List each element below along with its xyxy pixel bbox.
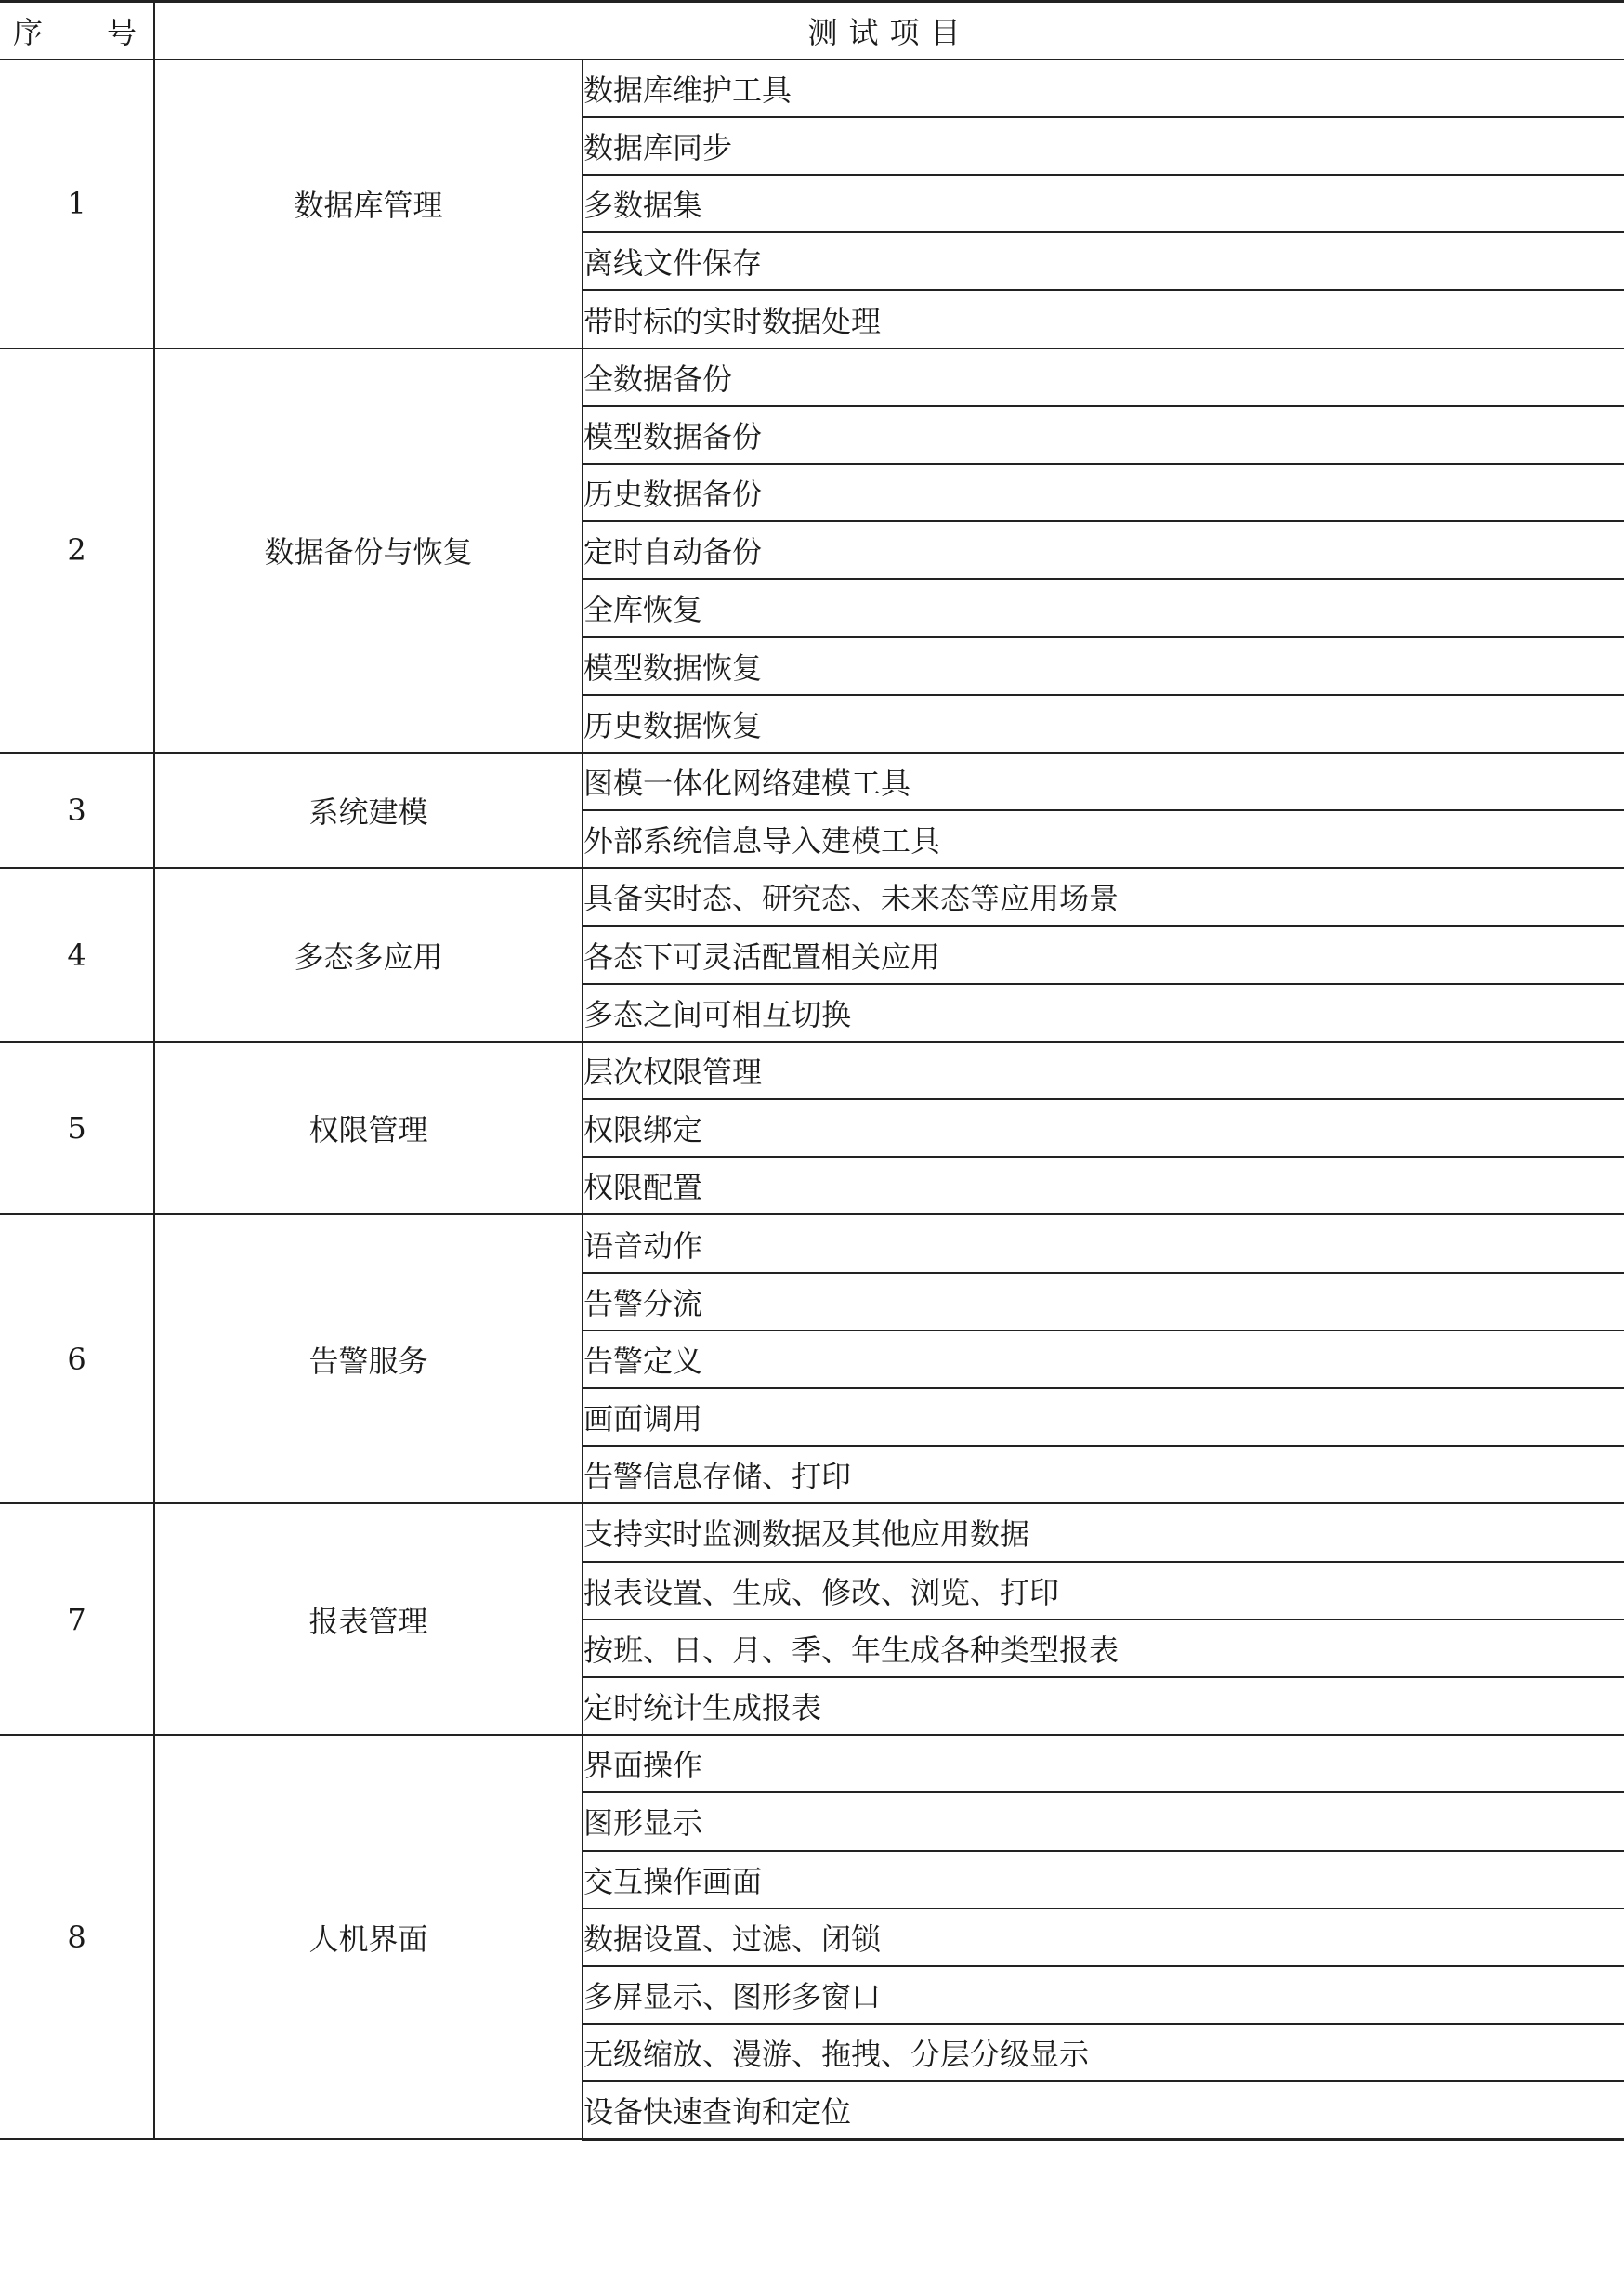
test-item-cell: 离线文件保存 <box>583 232 1624 290</box>
table-row <box>0 1503 1624 1561</box>
test-item-cell: 设备快速查询和定位 <box>583 2081 1624 2139</box>
category-cell: 系统建模 <box>154 753 583 868</box>
table-row <box>0 59 1624 117</box>
table-row <box>0 753 1624 810</box>
test-item-cell: 外部系统信息导入建模工具 <box>583 810 1624 868</box>
serial-number-cell: 3 <box>0 753 154 868</box>
test-item-cell: 全库恢复 <box>583 579 1624 636</box>
test-item-cell: 图模一体化网络建模工具 <box>583 753 1624 810</box>
test-item-cell: 多屏显示、图形多窗口 <box>583 1966 1624 2024</box>
test-item-cell: 具备实时态、研究态、未来态等应用场景 <box>583 868 1624 925</box>
serial-number-cell: 4 <box>0 868 154 1042</box>
test-item-cell: 画面调用 <box>583 1388 1624 1446</box>
category-cell: 多态多应用 <box>154 868 583 1042</box>
table-body <box>0 59 1624 2140</box>
test-item-cell: 报表设置、生成、修改、浏览、打印 <box>583 1562 1624 1620</box>
test-item-cell: 数据库维护工具 <box>583 59 1624 117</box>
category-cell: 报表管理 <box>154 1503 583 1735</box>
category-cell: 人机界面 <box>154 1735 583 2139</box>
test-item-cell: 权限绑定 <box>583 1099 1624 1157</box>
test-item-cell: 语音动作 <box>583 1214 1624 1272</box>
test-item-cell: 告警定义 <box>583 1331 1624 1388</box>
test-item-cell: 定时自动备份 <box>583 521 1624 579</box>
test-item-cell: 多数据集 <box>583 175 1624 232</box>
category-cell: 数据库管理 <box>154 59 583 348</box>
category-cell: 数据备份与恢复 <box>154 348 583 753</box>
test-item-cell: 无级缩放、漫游、拖拽、分层分级显示 <box>583 2024 1624 2081</box>
header-serial-right: 号 <box>106 14 137 50</box>
test-item-cell: 界面操作 <box>583 1735 1624 1792</box>
test-item-cell: 各态下可灵活配置相关应用 <box>583 926 1624 984</box>
test-item-cell: 交互操作画面 <box>583 1851 1624 1908</box>
test-item-cell: 模型数据备份 <box>583 406 1624 464</box>
test-item-cell: 多态之间可相互切换 <box>583 984 1624 1042</box>
category-cell: 告警服务 <box>154 1214 583 1503</box>
test-item-cell: 模型数据恢复 <box>583 637 1624 695</box>
header-serial-left: 序 <box>13 14 44 50</box>
test-item-cell: 告警信息存储、打印 <box>583 1446 1624 1503</box>
test-item-cell: 定时统计生成报表 <box>583 1677 1624 1735</box>
test-item-cell: 历史数据恢复 <box>583 695 1624 753</box>
table-header-row <box>0 2 1624 59</box>
serial-number-cell: 7 <box>0 1503 154 1735</box>
test-item-cell: 数据库同步 <box>583 117 1624 175</box>
header-serial-number <box>0 2 154 59</box>
test-item-cell: 告警分流 <box>583 1273 1624 1331</box>
test-item-cell: 带时标的实时数据处理 <box>583 290 1624 348</box>
table-row <box>0 1214 1624 1272</box>
test-item-cell: 数据设置、过滤、闭锁 <box>583 1908 1624 1966</box>
test-item-cell: 历史数据备份 <box>583 464 1624 521</box>
test-item-cell: 层次权限管理 <box>583 1042 1624 1099</box>
serial-number-cell: 6 <box>0 1214 154 1503</box>
test-item-cell: 权限配置 <box>583 1157 1624 1214</box>
serial-number-cell: 5 <box>0 1042 154 1215</box>
category-cell: 权限管理 <box>154 1042 583 1215</box>
table-row <box>0 1735 1624 1792</box>
serial-number-cell: 1 <box>0 59 154 348</box>
table-row <box>0 348 1624 406</box>
test-item-cell: 按班、日、月、季、年生成各种类型报表 <box>583 1620 1624 1677</box>
table-row <box>0 1042 1624 1099</box>
test-item-cell: 全数据备份 <box>583 348 1624 406</box>
serial-number-cell: 8 <box>0 1735 154 2139</box>
serial-number-cell: 2 <box>0 348 154 753</box>
test-item-cell: 支持实时监测数据及其他应用数据 <box>583 1503 1624 1561</box>
table-row <box>0 868 1624 925</box>
test-item-cell: 图形显示 <box>583 1792 1624 1850</box>
header-test-item: 测试项目 <box>154 2 1624 59</box>
